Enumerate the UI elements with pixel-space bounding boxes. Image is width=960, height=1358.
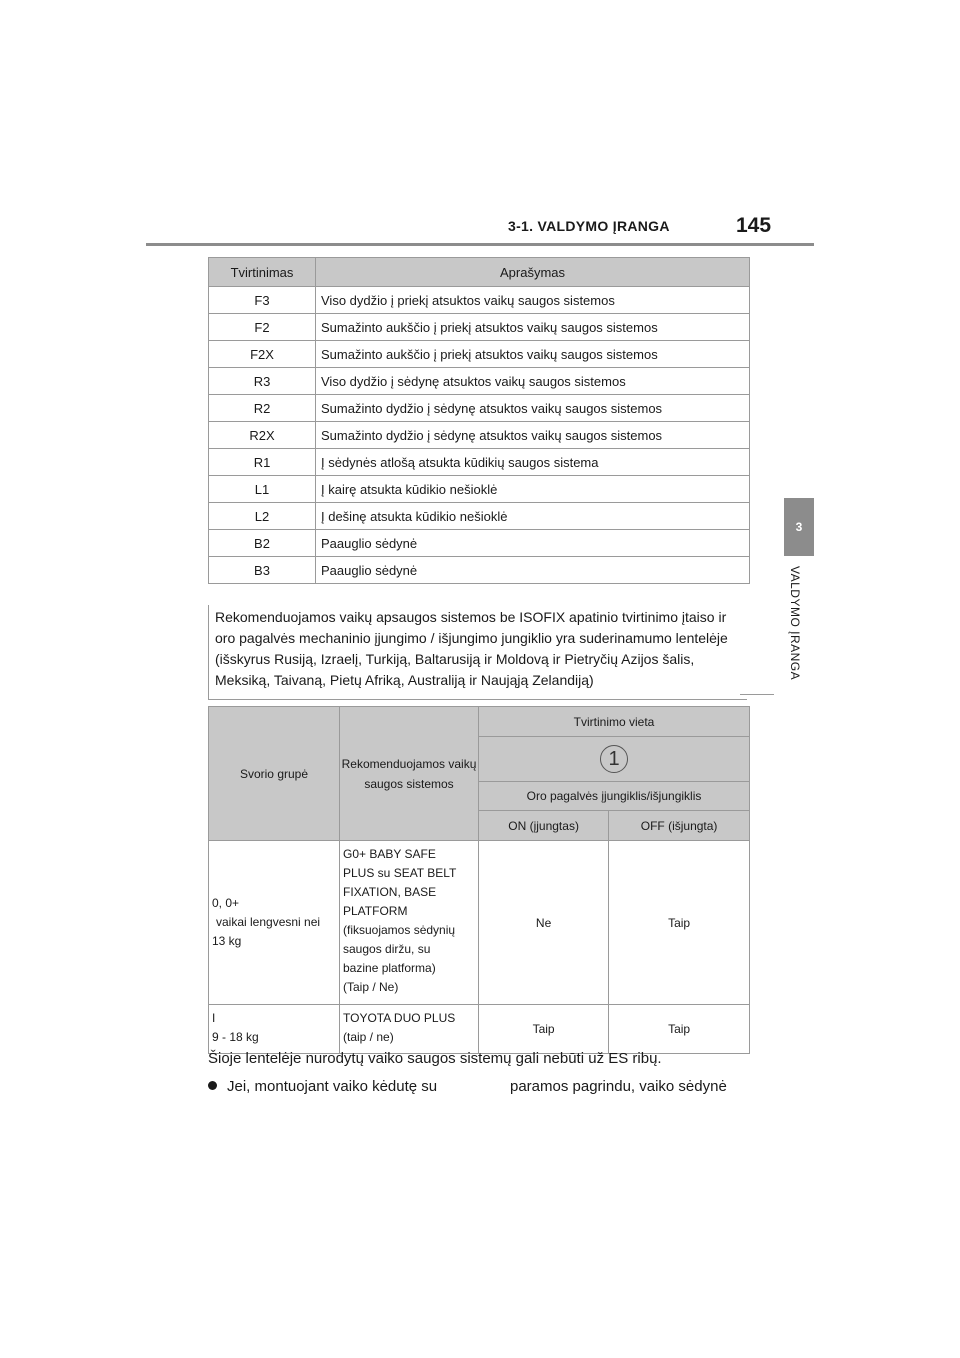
column-header-attachment: Tvirtinimas	[209, 258, 316, 287]
attachment-code: R2	[209, 395, 316, 422]
attachment-description: Sumažinto aukščio į priekį atsuktos vaikų saugos sistemos	[316, 314, 750, 341]
attachment-code: F3	[209, 287, 316, 314]
bullet-icon	[208, 1081, 217, 1090]
attachment-description: Paauglio sėdynė	[316, 557, 750, 584]
attachment-table	[208, 257, 750, 584]
table-row	[209, 841, 750, 1005]
airbag-off-value: Taip	[609, 1005, 750, 1054]
compatibility-note: Rekomenduojamos vaikų apsaugos sistemos be ISOFIX apatinio tvirtinimo įtaiso ir oro pagalvės mechaninio įjungimo / išjungimo jungiklio yra suderinamumo lentelėje (išskyrus Rusiją, Izraelį, Turkiją, Baltarusiją ir Moldovą ir Pietryčių Azijos šalis, Meksiką, Taivaną, Pietų Afriką, Australiją ir Naująją Zelandiją)	[208, 605, 747, 700]
table-row	[209, 449, 750, 476]
airbag-on-value: Taip	[479, 1005, 609, 1054]
airbag-off-value: Taip	[609, 841, 750, 1005]
seat-line: (Taip / Ne)	[343, 980, 399, 994]
table-row	[209, 503, 750, 530]
attachment-description: Sumažinto dydžio į sėdynę atsuktos vaikų saugos sistemos	[316, 395, 750, 422]
page-number: 145	[736, 214, 772, 237]
weight-group-cell	[209, 841, 340, 1005]
section-title: 3-1. VALDYMO ĮRANGA	[508, 218, 670, 234]
weight-group-line: 9 - 18 kg	[212, 1030, 259, 1044]
recommended-seat-header	[340, 707, 479, 841]
table-row	[209, 395, 750, 422]
table-row	[209, 422, 750, 449]
attachment-code: L1	[209, 476, 316, 503]
attachment-description: Į sėdynės atlošą atsukta kūdikių saugos sistema	[316, 449, 750, 476]
seat-number-1-icon: 1	[600, 745, 628, 773]
weight-group-line: 13 kg	[212, 934, 242, 948]
airbag-switch-header: Oro pagalvės įjungiklis/išjungiklis	[479, 782, 750, 811]
airbag-on-header: ON (įjungtas)	[479, 811, 609, 841]
compatibility-table	[208, 706, 750, 1054]
table-row	[209, 557, 750, 584]
attachment-description: Į dešinę atsukta kūdikio nešioklė	[316, 503, 750, 530]
table-row	[209, 1005, 750, 1054]
attachment-code: L2	[209, 503, 316, 530]
attachment-code: B3	[209, 557, 316, 584]
weight-group-header: Svorio grupė	[209, 707, 340, 841]
airbag-off-header: OFF (išjungta)	[609, 811, 750, 841]
attachment-description: Sumažinto dydžio į sėdynę atsuktos vaikų saugos sistemos	[316, 422, 750, 449]
seat-line: G0+ BABY SAFE	[343, 847, 436, 861]
table-row	[209, 368, 750, 395]
column-header-description: Aprašymas	[316, 258, 750, 287]
seat-line: PLUS su SEAT BELT	[343, 866, 457, 880]
bullet-text-right: paramos pagrindu, vaiko sėdynė	[510, 1078, 727, 1095]
bullet-item	[208, 1078, 748, 1095]
attachment-code: R3	[209, 368, 316, 395]
chapter-tab: 3	[784, 498, 814, 556]
attachment-code: F2	[209, 314, 316, 341]
attachment-code: R1	[209, 449, 316, 476]
attachment-description: Viso dydžio į priekį atsuktos vaikų saugos sistemos	[316, 287, 750, 314]
attachment-code: F2X	[209, 341, 316, 368]
seat-line: (taip / ne)	[343, 1030, 394, 1044]
table-row	[209, 476, 750, 503]
seat-line: saugos diržu, su	[343, 942, 431, 956]
attachment-code: R2X	[209, 422, 316, 449]
attachment-description: Į kairę atsukta kūdikio nešioklė	[316, 476, 750, 503]
seat-line: (fiksuojamos sėdynių	[343, 923, 456, 937]
header-rule	[146, 243, 814, 246]
table-header-row	[209, 258, 750, 287]
table-row	[209, 530, 750, 557]
recommended-seat-cell	[340, 1005, 479, 1054]
note-divider	[740, 694, 774, 695]
seat-line: PLATFORM	[343, 904, 408, 918]
bullet-text-left: Jei, montuojant vaiko kėdutę su	[227, 1078, 438, 1095]
weight-group-line: 0, 0+	[212, 896, 240, 910]
recommended-seat-header-text: Rekomenduojamos vaikų saugos sistemos	[341, 756, 477, 791]
weight-group-cell	[209, 1005, 340, 1054]
attachment-description: Viso dydžio į sėdynę atsuktos vaikų saugos sistemos	[316, 368, 750, 395]
location-header: Tvirtinimo vieta	[479, 707, 750, 737]
seat-position-header	[479, 737, 750, 782]
airbag-on-value: Ne	[479, 841, 609, 1005]
seat-line: TOYOTA DUO PLUS	[343, 1011, 456, 1025]
seat-line: FIXATION, BASE	[343, 885, 437, 899]
weight-group-line: vaikai lengvesni nei	[216, 915, 321, 929]
chapter-side-label: VALDYMO ĮRANGA	[788, 566, 802, 681]
attachment-code: B2	[209, 530, 316, 557]
seat-line: bazine platforma)	[343, 961, 436, 975]
attachment-description: Paauglio sėdynė	[316, 530, 750, 557]
attachment-description: Sumažinto aukščio į priekį atsuktos vaikų saugos sistemos	[316, 341, 750, 368]
table-row	[209, 314, 750, 341]
availability-note: Šioje lentelėje nurodytų vaiko saugos sistemų gali nebūti už ES ribų.	[208, 1050, 662, 1067]
table-row	[209, 287, 750, 314]
weight-group-line: I	[212, 1011, 216, 1025]
recommended-seat-cell	[340, 841, 479, 1005]
table-row	[209, 341, 750, 368]
